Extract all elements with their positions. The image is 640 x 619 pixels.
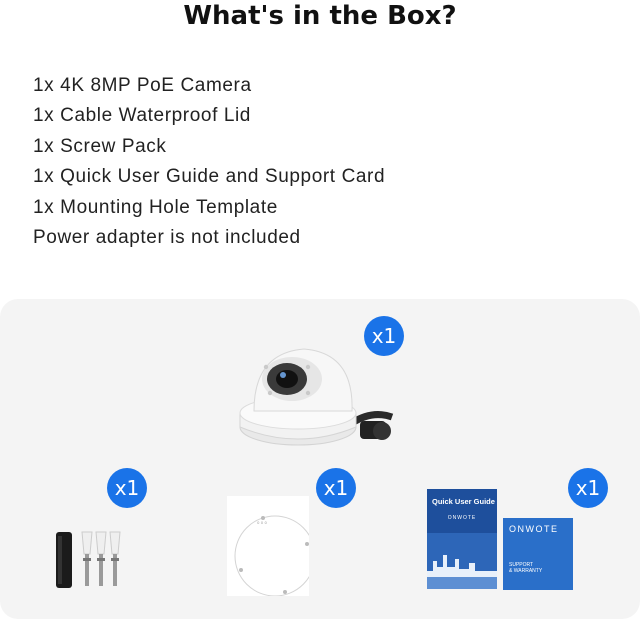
svg-text:o o o: o o o: [257, 520, 267, 525]
quantity-badge-camera: x1: [364, 316, 404, 356]
quantity-badge-template: x1: [316, 468, 356, 508]
screw-pack-image: [54, 528, 124, 592]
list-item: 1x Screw Pack: [33, 135, 167, 157]
card-brand: ONWOTE: [509, 524, 559, 534]
list-item: Power adapter is not included: [33, 227, 301, 249]
box-contents-list: [33, 71, 385, 253]
dome-camera-image: [232, 335, 407, 450]
page-title: What's in the Box?: [183, 1, 457, 31]
list-item: 1x Cable Waterproof Lid: [33, 105, 251, 127]
guide-title: Quick User Guide: [432, 497, 495, 506]
support-card-image: [503, 518, 573, 590]
mounting-template-image: [227, 496, 309, 596]
list-item: 1x Quick User Guide and Support Card: [33, 166, 386, 188]
list-item: 1x Mounting Hole Template: [33, 196, 278, 218]
city-skyline-graphic: [427, 533, 497, 589]
guide-brand: ONWOTE: [447, 515, 477, 521]
list-item: 1x 4K 8MP PoE Camera: [33, 75, 252, 96]
card-subtitle: SUPPORT & WARRANTY: [509, 562, 543, 574]
quantity-badge-screws: x1: [107, 468, 147, 508]
quick-user-guide-image: [427, 489, 497, 589]
quantity-badge-guide: x1: [568, 468, 608, 508]
